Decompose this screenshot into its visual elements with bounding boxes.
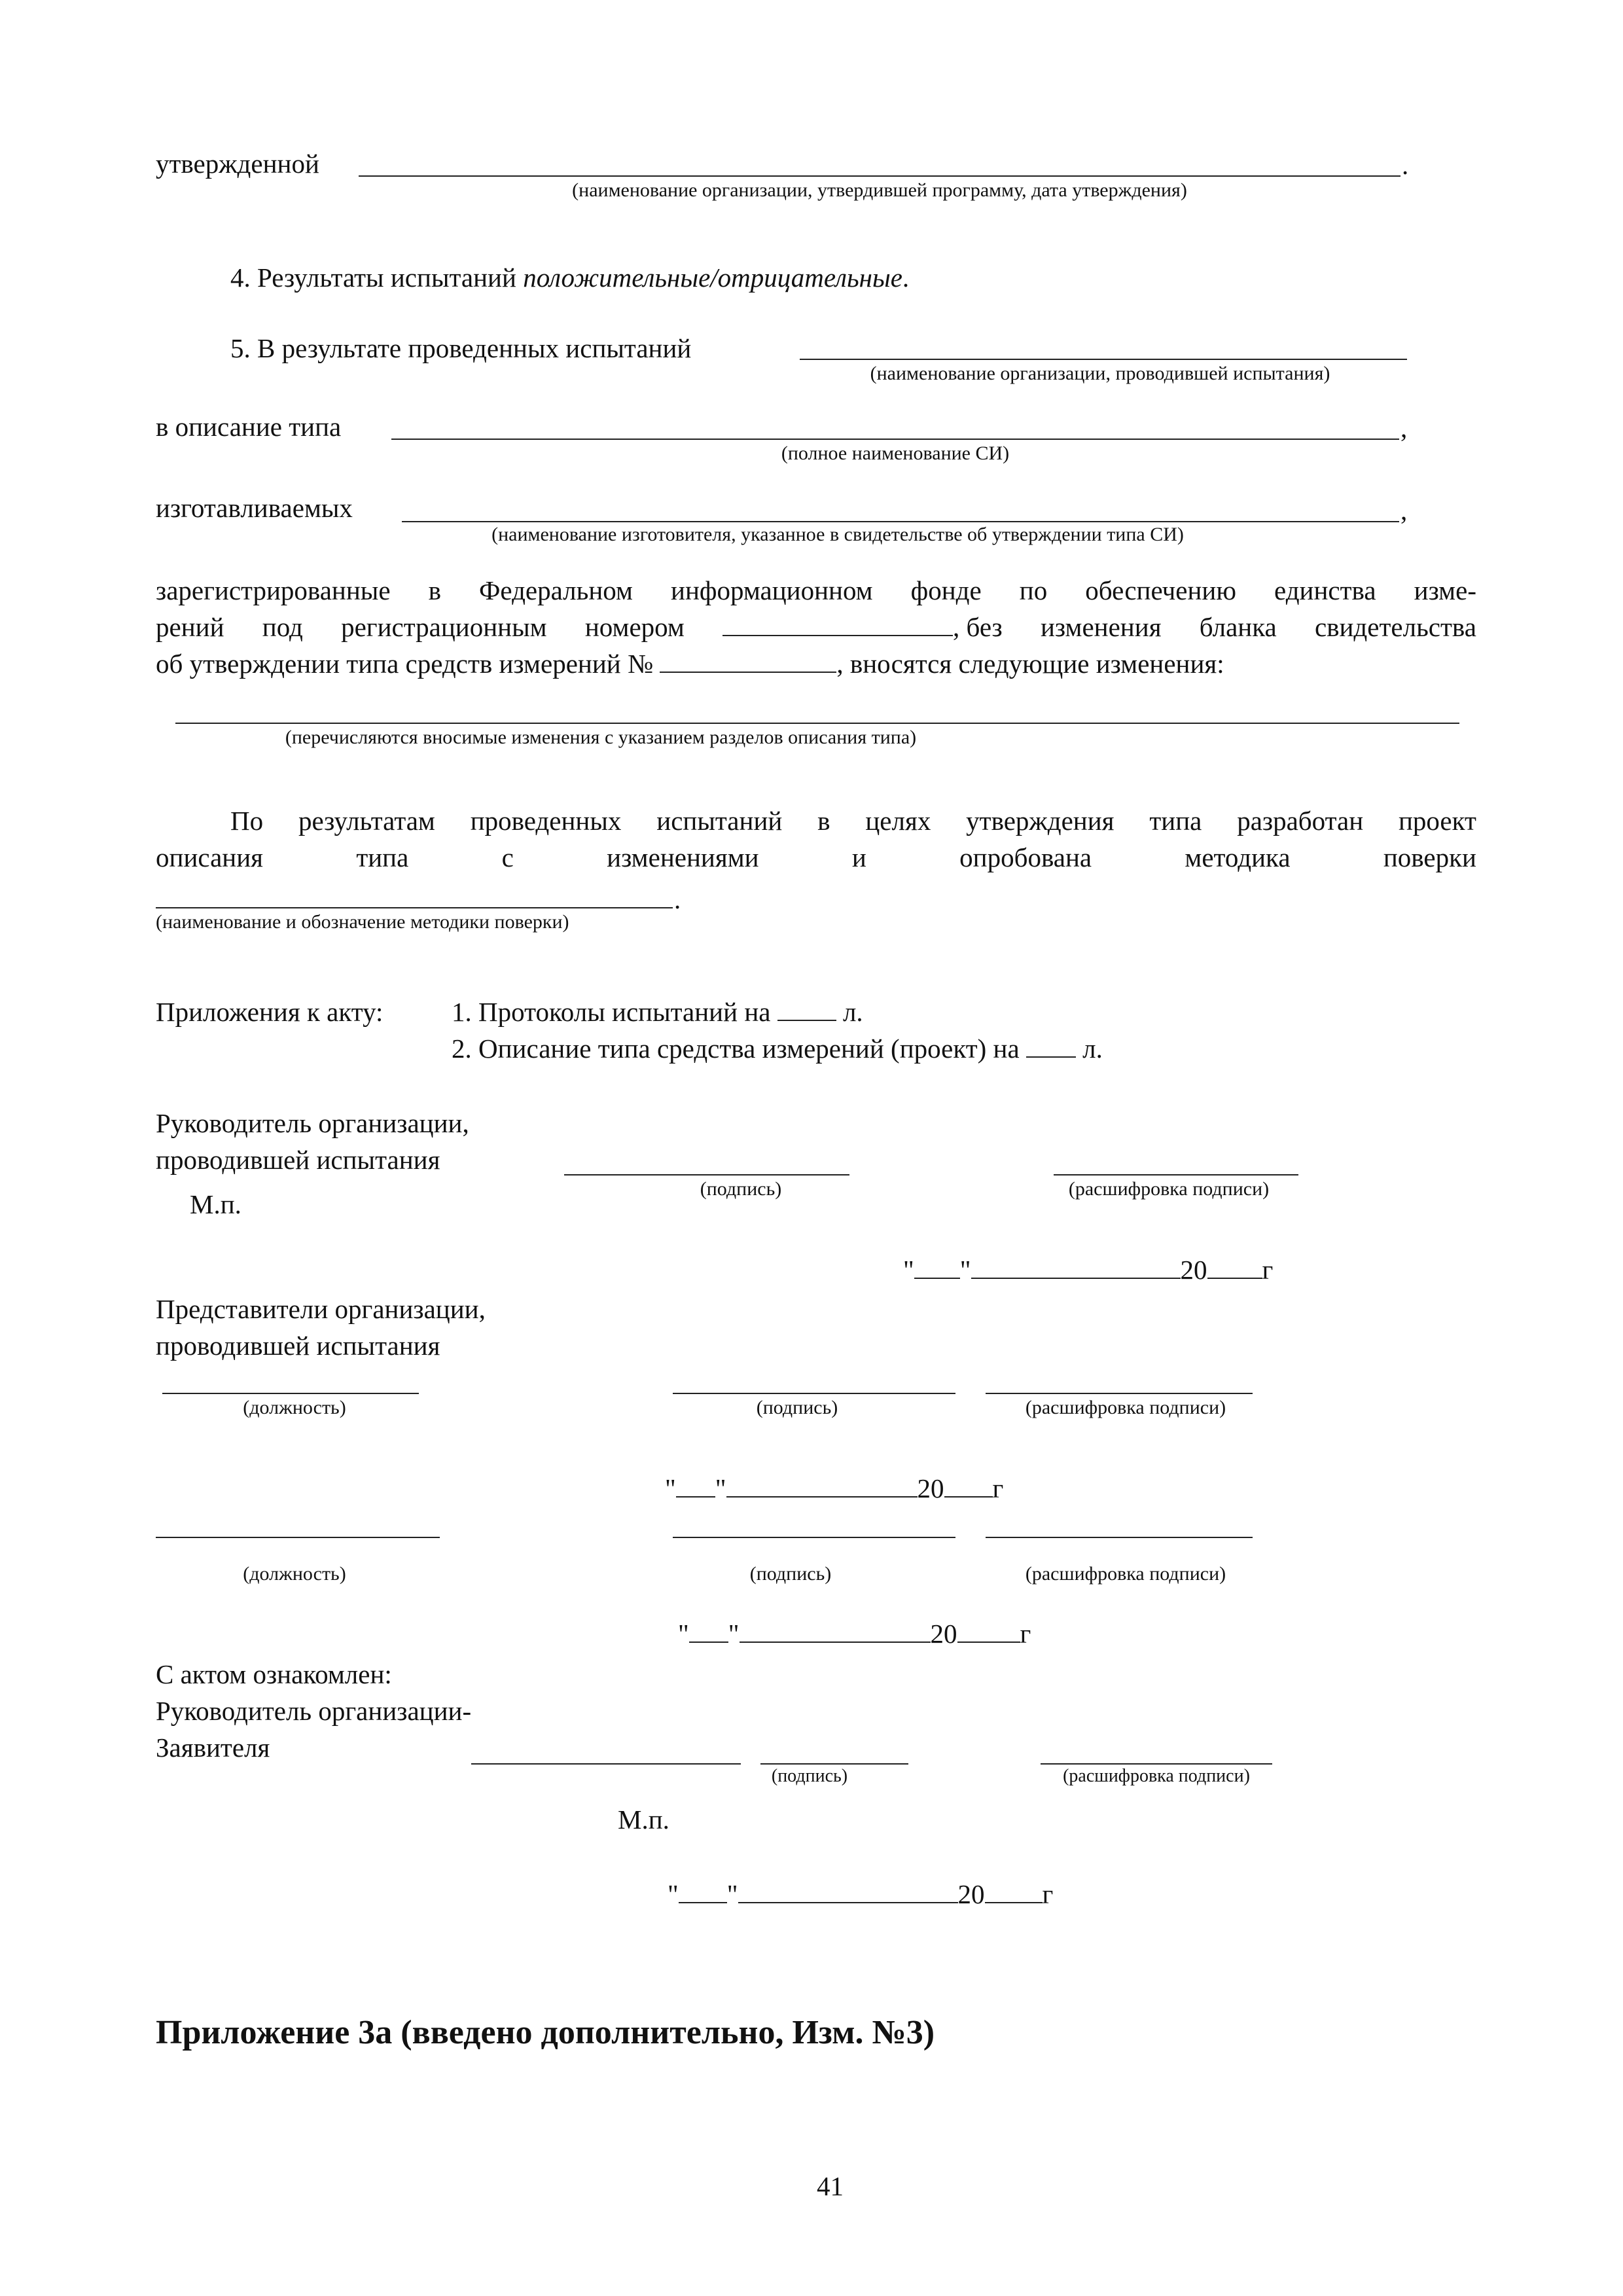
reps2-position-caption: (должность) bbox=[243, 1563, 346, 1585]
attachment-item-1 bbox=[452, 999, 863, 1026]
item4-lead: 4. Результаты испытаний bbox=[230, 262, 516, 293]
word: единства bbox=[1274, 575, 1376, 605]
word: фонде bbox=[910, 575, 982, 605]
attachments-label: Приложения к акту: bbox=[156, 997, 383, 1027]
word: и bbox=[851, 842, 866, 872]
year-blank bbox=[944, 1477, 993, 1498]
changes-caption: (перечисляются вносимые изменения с указанием разделов описания типа) bbox=[285, 726, 917, 748]
reps2-signature-blank bbox=[673, 1537, 955, 1538]
word: свидетельства bbox=[1314, 612, 1476, 642]
word: изме- bbox=[1414, 575, 1476, 605]
registered-line-1 bbox=[156, 577, 1476, 604]
type-desc-blank bbox=[391, 439, 1399, 440]
month-blank bbox=[726, 1477, 918, 1498]
page-number: 41 bbox=[817, 2171, 844, 2201]
month-blank bbox=[740, 1622, 931, 1643]
word: обеспечению bbox=[1085, 575, 1236, 605]
item5-lead: 5. В результате проведенных испытаний bbox=[230, 333, 692, 363]
word: под bbox=[262, 612, 303, 642]
word: с bbox=[501, 842, 514, 872]
applicant-line-2: Руководитель организации- bbox=[156, 1696, 472, 1726]
day-blank bbox=[914, 1258, 960, 1279]
quote-close: " bbox=[715, 1473, 726, 1503]
applicant-stamp: М.п. bbox=[618, 1804, 669, 1835]
day-blank bbox=[689, 1622, 728, 1643]
head-line-1: Руководитель организации, bbox=[156, 1108, 469, 1138]
item4-line bbox=[230, 264, 909, 291]
reps2-decoding-caption: (расшифровка подписи) bbox=[1025, 1563, 1226, 1585]
word: целях bbox=[865, 806, 931, 836]
description-pages-blank bbox=[1026, 1037, 1076, 1058]
year-blank bbox=[957, 1622, 1020, 1643]
changes-blank bbox=[175, 723, 1459, 724]
protocol-pages-blank bbox=[777, 1000, 836, 1021]
applicant-date bbox=[668, 1881, 1053, 1908]
applicant-signature-caption: (подпись) bbox=[771, 1766, 848, 1786]
head-stamp: М.п. bbox=[190, 1189, 241, 1219]
type-desc-caption: (полное наименование СИ) bbox=[781, 442, 1010, 464]
reps2-date bbox=[678, 1621, 1031, 1647]
month-blank bbox=[971, 1258, 1181, 1279]
word: изменениями bbox=[607, 842, 759, 872]
word: , без bbox=[953, 612, 1003, 642]
quote-open: " bbox=[665, 1473, 676, 1503]
reps-line-2: проводившей испытания bbox=[156, 1331, 440, 1361]
attachment-1-text: 1. Протоколы испытаний на bbox=[452, 997, 771, 1027]
word: номером bbox=[584, 612, 685, 642]
word: описания bbox=[156, 842, 264, 872]
certificate-number-blank bbox=[660, 652, 836, 673]
word: информационном bbox=[671, 575, 873, 605]
word: утверждения bbox=[966, 806, 1115, 836]
manufactured-caption: (наименование изготовителя, указанное в свидетельстве об утверждении типа СИ) bbox=[491, 524, 1184, 545]
word: зарегистрированные bbox=[156, 575, 391, 605]
word: проведенных bbox=[470, 806, 622, 836]
year-prefix: 20 bbox=[1180, 1255, 1207, 1285]
results-line-1 bbox=[230, 808, 1476, 834]
reps-position-caption: (должность) bbox=[243, 1397, 346, 1418]
quote-close: " bbox=[728, 1619, 740, 1649]
quote-open: " bbox=[678, 1619, 689, 1649]
word: по bbox=[1019, 575, 1048, 605]
registered-line-3-b: , вносятся следующие изменения: bbox=[836, 649, 1224, 679]
method-blank bbox=[156, 907, 673, 908]
type-desc-comma: , bbox=[1400, 413, 1408, 443]
head-line-2: проводившей испытания bbox=[156, 1145, 440, 1175]
word: разработан bbox=[1237, 806, 1364, 836]
applicant-signature-blank bbox=[760, 1763, 908, 1765]
attachment-1-unit: л. bbox=[842, 997, 863, 1027]
year-prefix: 20 bbox=[917, 1473, 944, 1503]
word: в bbox=[817, 806, 830, 836]
reps-line-1: Представители организации, bbox=[156, 1294, 486, 1324]
word: испытаний bbox=[656, 806, 783, 836]
word: проект bbox=[1398, 806, 1476, 836]
item5-blank bbox=[800, 359, 1407, 360]
head-date bbox=[903, 1257, 1273, 1283]
word: изменения bbox=[1040, 612, 1162, 642]
method-dot: . bbox=[674, 884, 681, 914]
attachment-item-2 bbox=[452, 1035, 1103, 1062]
quote-close: " bbox=[726, 1879, 738, 1909]
year-suffix: г bbox=[1262, 1255, 1274, 1285]
registration-number-blank bbox=[722, 615, 953, 636]
year-blank bbox=[1207, 1258, 1262, 1279]
approval-dot: . bbox=[1402, 150, 1409, 180]
day-blank bbox=[676, 1477, 715, 1498]
item5-caption: (наименование организации, проводившей испытания) bbox=[870, 363, 1330, 384]
reps-signature-caption: (подпись) bbox=[756, 1397, 838, 1418]
year-prefix: 20 bbox=[930, 1619, 957, 1649]
word: По bbox=[230, 806, 264, 836]
attachment-2-unit: л. bbox=[1082, 1033, 1103, 1064]
reg-number-field bbox=[722, 614, 1003, 641]
reps2-position-blank bbox=[156, 1537, 440, 1538]
word: типа bbox=[1149, 806, 1202, 836]
reps2-decoding-blank bbox=[986, 1537, 1253, 1538]
approval-caption: (наименование организации, утвердившей программу, дата утверждения) bbox=[572, 179, 1187, 201]
reps-decoding-blank bbox=[986, 1393, 1253, 1394]
word: поверки bbox=[1383, 842, 1476, 872]
year-suffix: г bbox=[1020, 1619, 1031, 1649]
year-prefix: 20 bbox=[957, 1879, 985, 1909]
month-blank bbox=[738, 1882, 958, 1903]
year-suffix: г bbox=[1042, 1879, 1054, 1909]
applicant-line-3: Заявителя bbox=[156, 1732, 270, 1763]
type-desc-lead: в описание типа bbox=[156, 412, 342, 442]
applicant-decoding-caption: (расшифровка подписи) bbox=[1063, 1766, 1250, 1786]
quote-open: " bbox=[903, 1255, 914, 1285]
head-decoding-caption: (расшифровка подписи) bbox=[1068, 1178, 1270, 1200]
reps-signature-blank bbox=[673, 1393, 955, 1394]
appendix-heading: Приложение 3а (введено дополнительно, Изм. №3) bbox=[156, 2014, 935, 2051]
word: бланка bbox=[1199, 612, 1277, 642]
word: в bbox=[428, 575, 441, 605]
reps-decoding-caption: (расшифровка подписи) bbox=[1025, 1397, 1226, 1418]
year-blank bbox=[985, 1882, 1043, 1903]
applicant-blank-1 bbox=[471, 1763, 741, 1765]
approval-lead: утвержденной bbox=[156, 149, 319, 179]
registered-line-3-a: об утверждении типа средств измерений № bbox=[156, 649, 654, 679]
method-caption: (наименование и обозначение методики поверки) bbox=[156, 911, 569, 933]
item5-line bbox=[230, 335, 691, 362]
quote-close: " bbox=[959, 1255, 971, 1285]
word: опробована bbox=[959, 842, 1092, 872]
word: типа bbox=[356, 842, 409, 872]
registered-line-3 bbox=[156, 651, 1224, 677]
word: рений bbox=[156, 612, 224, 642]
head-signature-blank bbox=[564, 1174, 849, 1175]
approval-line bbox=[156, 151, 319, 177]
year-suffix: г bbox=[992, 1473, 1004, 1503]
word: результатам bbox=[298, 806, 435, 836]
day-blank bbox=[679, 1882, 727, 1903]
head-signature-caption: (подпись) bbox=[700, 1178, 782, 1200]
word: методика bbox=[1185, 842, 1291, 872]
applicant-decoding-blank bbox=[1041, 1763, 1272, 1765]
quote-open: " bbox=[668, 1879, 679, 1909]
item4-dot: . bbox=[902, 262, 910, 293]
reps-position-blank bbox=[162, 1393, 419, 1394]
applicant-line-1: С актом ознакомлен: bbox=[156, 1659, 392, 1689]
head-decoding-blank bbox=[1054, 1174, 1298, 1175]
attachment-2-text: 2. Описание типа средства измерений (проект) на bbox=[452, 1033, 1020, 1064]
reps2-signature-caption: (подпись) bbox=[749, 1563, 832, 1585]
word: Федеральном bbox=[479, 575, 633, 605]
reps-date bbox=[665, 1475, 1003, 1502]
results-line-2 bbox=[156, 844, 1476, 871]
approval-blank bbox=[359, 175, 1400, 177]
manufactured-comma: , bbox=[1400, 495, 1408, 526]
item4-result: положительные/отрицательные bbox=[523, 262, 902, 293]
manufactured-lead: изготавливаемых bbox=[156, 493, 353, 523]
word: регистрационным bbox=[341, 612, 547, 642]
manufactured-blank bbox=[402, 521, 1399, 522]
registered-line-2 bbox=[156, 614, 1476, 641]
